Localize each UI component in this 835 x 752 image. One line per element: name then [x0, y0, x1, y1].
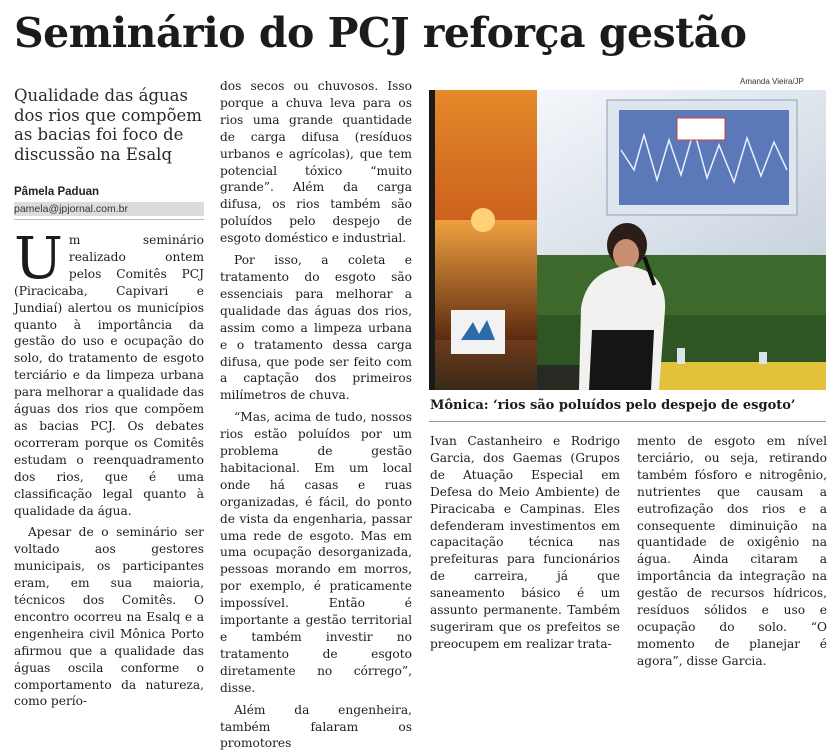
paragraph: Além da engenheira, também falaram os promotores [220, 702, 412, 751]
author-name: Pâmela Paduan [14, 186, 100, 198]
byline-divider [14, 219, 204, 220]
author-email[interactable]: pamela@jpjornal.com.br [14, 202, 204, 216]
article-column-2 [220, 78, 412, 752]
caption-divider [429, 421, 826, 422]
drop-cap: U [14, 224, 63, 292]
paragraph: Por isso, a coleta e tratamento do esgoto são essenciais para melhorar a qualidade das águas dos rios, assim como a limpeza urbana e o tratamento dessa carga difusa, que pode ser feito com a captação dos primeiros milímetros de chuva. [220, 253, 412, 403]
paragraph: dos secos ou chuvosos. Isso porque a chuva leva para os rios uma grande quantidade de carga difusa (resíduos urbanos e agrícolas), que tem potencial tóxico “muito grande”. Além da carga difusa, os rios também são poluídos pelo despejo de esgoto doméstico e industrial. [220, 79, 412, 246]
paragraph: Ivan Castanheiro e Rodrigo Garcia, dos Gaemas (Grupos de Atuação Especial em Defesa do Meio Ambiente) de Piracicaba e Campinas. Eles defenderam investimentos em capacitação técnica nas prefeituras para funcionários de carreira, já que saneamento básico é um assunto permanente. Também sugeriram que os prefeitos se preocupem em realizar trata- [430, 434, 620, 651]
article-column-3 [430, 433, 620, 653]
paragraph: “Mas, acima de tudo, nossos rios estão poluídos por um problema de gestão habitacional. Em um local onde há casas e ruas organizadas, é fácil, do ponto de vista da engenharia, passar uma rede de esgoto. Mas em uma ocupação desorganizada, pessoas morando em morros, por exemplo, é praticamente impossível. Então é importante a gestão territorial e também investir no tratamento de esgoto diretamente no córrego”, disse. [220, 410, 412, 695]
paragraph-text: m seminário realizado ontem pelos Comitês PCJ (Piracicaba, Capivari e Jundiaí) alertou os municípios quanto à importância da gestão do uso e ocupação do solo, do tratamento de esgoto terciário e da limpeza urbana para melhorar a qualidade das águas dos rios que compõem as bacias PCJ. Os debates ocorreram porque os Comitês estudam o reenquadramento dos rios, que é uma classificação legal quanto à qualidade da água. [14, 233, 204, 518]
subheadline: Qualidade das águas dos rios que compõem as bacias foi foco de discussão na Esalq [14, 86, 202, 164]
paragraph: mento de esgoto em nível terciário, ou seja, retirando também fósforo e nitrogênio, nutrientes que causam a eutrofização dos rios e a consequente diminuição na quantidade de oxigênio na água. Ainda citaram a importância da integração na gestão de recursos hídricos, resíduos sólidos e uso e ocupação do solo. “O momento de planejar é agora”, disse Garcia. [637, 434, 827, 668]
paragraph: Apesar de o seminário ser voltado aos gestores municipais, os participantes eram, em sua maioria, técnicos dos Comitês. O encontro ocorreu na Esalq e a engenheira civil Mônica Porto afirmou que a qualidade das águas oscila conforme o comportamento da natureza, como perío- [14, 525, 204, 709]
photo-illustration [429, 90, 826, 390]
article-column-4 [637, 433, 827, 670]
paragraph [14, 224, 204, 519]
photo-caption: Mônica: ‘rios são poluídos pelo despejo de esgoto’ [430, 398, 796, 413]
photo-credit: Amanda Vieira/JP [740, 77, 804, 86]
article-photo [429, 90, 826, 390]
headline: Seminário do PCJ reforça gestão [14, 9, 747, 57]
article-column-1 [14, 224, 204, 710]
